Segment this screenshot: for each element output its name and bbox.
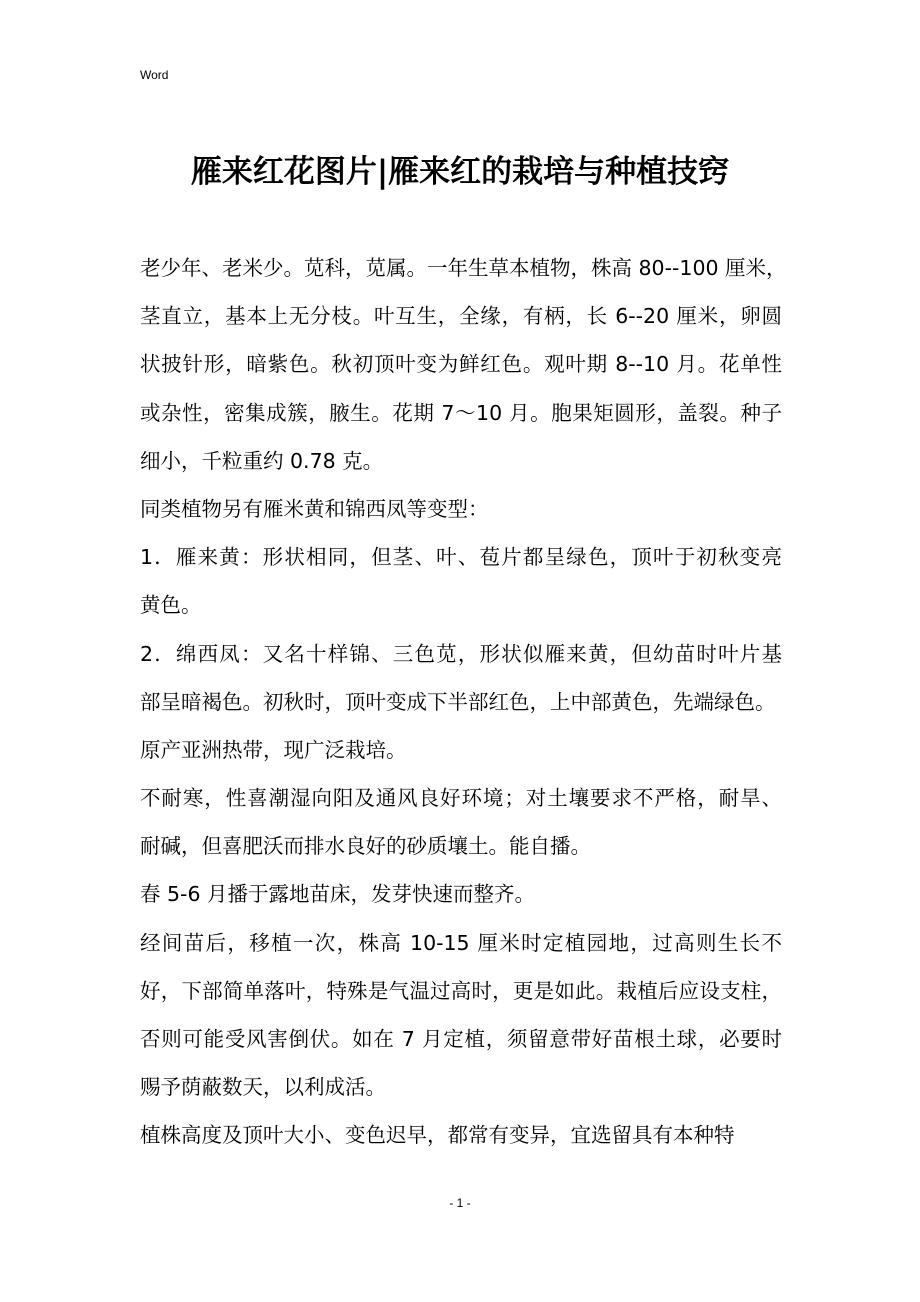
paragraph (140, 780, 782, 876)
paragraph (140, 250, 787, 491)
text-line: 部呈暗褐色。初秋时，顶叶变成下半部红色，上中部黄色，先端绿色。 (140, 689, 776, 714)
text-line: 不耐寒，性喜潮湿向阳及通风良好环境；对土壤要求不严格，耐旱、 (140, 786, 782, 811)
paragraph (140, 539, 782, 635)
text-line: 细小，千粒重约 0.78 克。 (140, 448, 384, 473)
document-title: 雁来红花图片|雁来红的栽培与种植技窍 (190, 154, 730, 190)
text-line: 黄色。 (140, 593, 202, 618)
text-line: 状披针形，暗紫色。秋初顶叶变为鲜红色。观叶期 8--10 月。花单性 (140, 352, 782, 377)
document-body (140, 250, 787, 1166)
text-line: 好，下部简单落叶，特殊是气温过高时，更是如此。栽植后应设支柱， (140, 978, 782, 1003)
text-line: 植株高度及顶叶大小、变色迟早，都常有变异，宜选留具有本种特 (140, 1123, 735, 1148)
text-line: 老少年、老米少。苋科，苋属。一年生草本植物，株高 80--100 厘米， (140, 256, 787, 280)
header-label: Word (140, 68, 169, 82)
text-line: 茎直立，基本上无分枝。叶互生，全缘，有柄，长 6--20 厘米，卵圆 (140, 304, 782, 329)
text-line: 同类植物另有雁米黄和锦西凤等变型： (140, 496, 489, 521)
paragraph (140, 876, 782, 924)
paragraph (140, 1117, 782, 1165)
paragraph (140, 732, 782, 780)
text-line: 赐予荫蔽数天，以利成活。 (140, 1075, 386, 1100)
text-line: 经间苗后，移植一次，株高 10-15 厘米时定植园地，过高则生长不 (140, 930, 782, 955)
text-line: 原产亚洲热带，现广泛栽培。 (140, 737, 407, 762)
text-line: 否则可能受风害倒伏。如在 7 月定植，须留意带好苗根土球，必要时 (140, 1027, 782, 1051)
page-number: - 1 - (449, 1196, 471, 1210)
text-line: 耐碱，但喜肥沃而排水良好的砂质壤土。能自播。 (140, 834, 591, 859)
paragraph (140, 636, 782, 732)
text-line: 或杂性，密集成簇，腋生。花期 7～10 月。胞果矩圆形，盖裂。种子 (140, 400, 782, 425)
text-line: 春 5-6 月播于露地苗床，发芽快速而整齐。 (140, 882, 536, 907)
paragraph (140, 925, 782, 1118)
text-line: 1．雁来黄：形状相同，但茎、叶、苞片都呈绿色，顶叶于初秋变亮 (140, 545, 782, 570)
paragraph (140, 491, 782, 539)
text-line: 2．绵西凤：又名十样锦、三色苋，形状似雁来黄，但幼苗时叶片基 (140, 641, 782, 666)
